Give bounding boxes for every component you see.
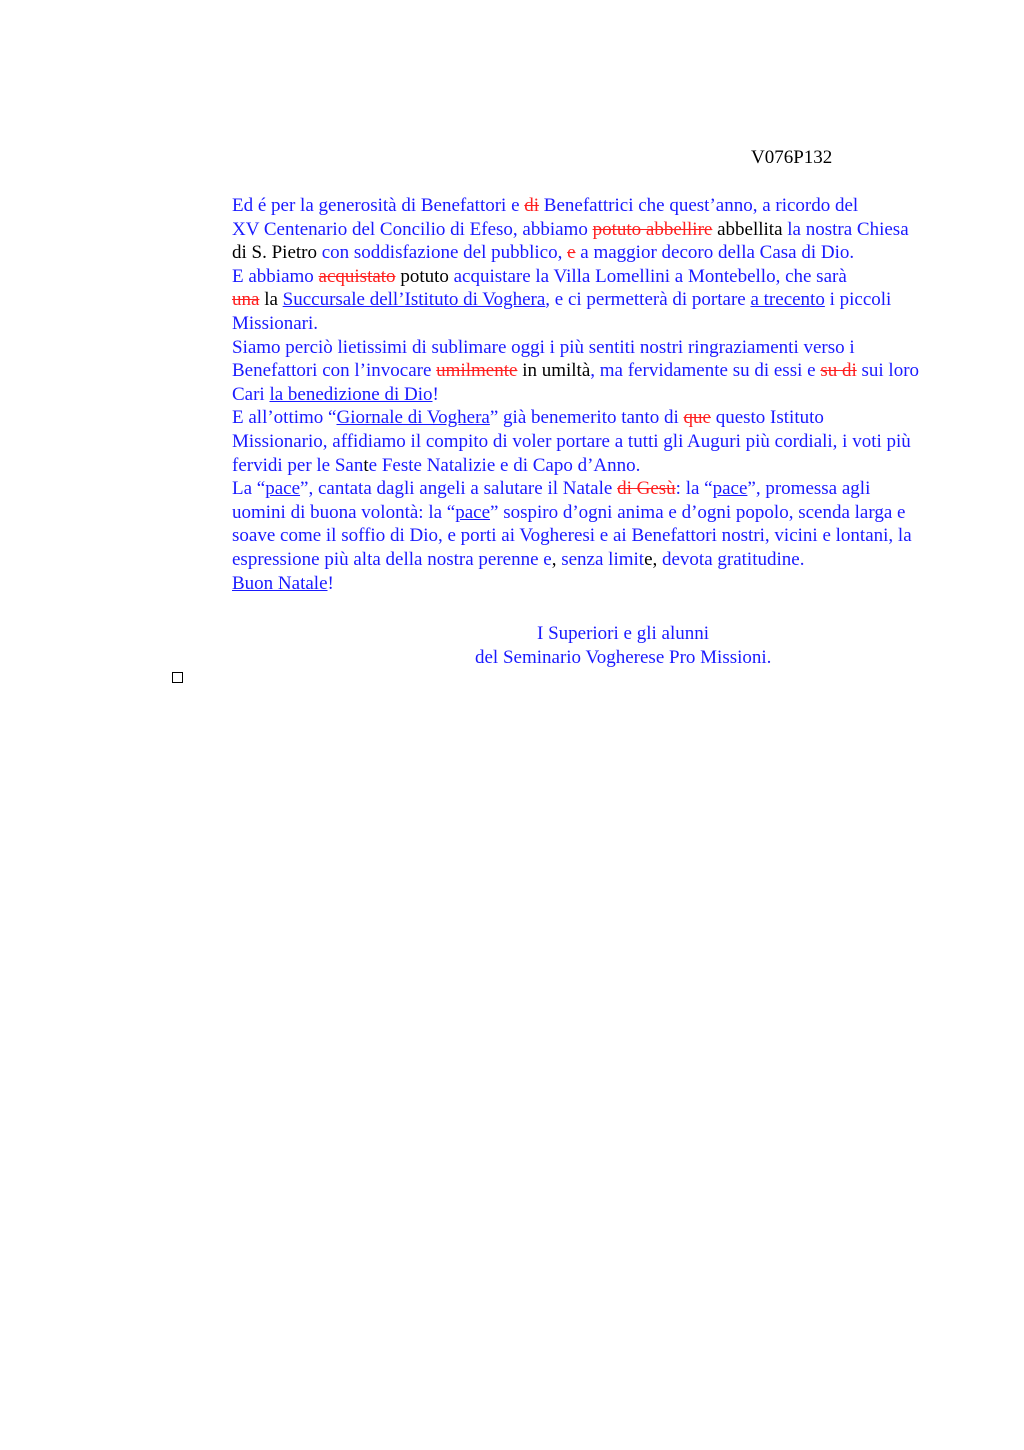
text-segment: Siamo perciò lietissimi di sublimare oggi i più sentiti nostri ringraziamenti verso i [232, 336, 855, 358]
text-segment: a maggior decoro della Casa di Dio. [575, 242, 855, 264]
deleted-text: una [232, 289, 260, 311]
text-segment: ”, cantata dagli angeli a salutare il Natale [300, 478, 618, 500]
page-id: V076P132 [751, 147, 833, 168]
inserted-text: in umiltà [517, 360, 591, 382]
text-segment: questo Istituto [710, 407, 824, 429]
signature-line-1: I Superiori e gli alunni [537, 623, 710, 644]
text-line [171, 383, 931, 407]
text-line [171, 265, 931, 289]
text-segment: fervidi per le San [232, 454, 364, 476]
text-segment: la nostra Chiesa [782, 218, 909, 240]
text-segment: ”, promessa agli [747, 478, 871, 500]
text-line [171, 430, 931, 454]
text-segment: Benefattori con l’invocare [232, 360, 437, 382]
deleted-text: su di [820, 360, 857, 382]
text-segment: uomini di buona volontà: la “ [232, 501, 456, 523]
text-segment: , ma fervidamente su di essi e [590, 360, 821, 382]
text-segment: sui loro [856, 360, 920, 382]
text-segment: ! [432, 383, 439, 405]
text-line [171, 241, 931, 265]
checkbox-square-icon [172, 672, 183, 683]
text-line [171, 524, 931, 548]
text-segment: devota gratitudine. [657, 548, 805, 570]
underlined-text: Buon Natale [232, 572, 328, 594]
inserted-text: e, [644, 548, 658, 570]
text-line [171, 477, 931, 501]
deleted-text: e [567, 242, 576, 264]
paragraph-newspaper [171, 406, 931, 477]
text-segment: E all’ottimo “ [232, 407, 337, 429]
paragraph-thanks [171, 336, 931, 407]
deleted-text: potuto abbellire [592, 218, 713, 240]
underlined-text: pace [712, 478, 748, 500]
underlined-text: a trecento [750, 289, 825, 311]
text-line [171, 501, 931, 525]
deleted-text: di Gesù [617, 478, 676, 500]
text-segment: espressione più alta della nostra perenne e [232, 548, 552, 570]
text-line [171, 312, 931, 336]
text-line [171, 288, 931, 312]
text-segment: i piccoli [824, 289, 892, 311]
text-line [171, 218, 931, 242]
inserted-text: potuto [395, 265, 449, 287]
text-segment: La “ [232, 478, 266, 500]
text-segment: Missionario, affidiamo il compito di voler portare a tutti gli Auguri più cordiali, i voti più [232, 430, 911, 452]
paragraph-peace [171, 477, 931, 571]
text-segment: soave come il soffio di Dio, e porti ai Vogheresi e ai Benefattori nostri, vicini e lontani, la [232, 525, 912, 547]
inserted-text: di S. Pietro [232, 242, 317, 264]
text-segment: senza limit [556, 548, 645, 570]
text-segment: ” già benemerito tanto di [489, 407, 684, 429]
text-segment: E abbiamo [232, 265, 319, 287]
text-segment: ” sospiro d’ogni anima e d’ogni popolo, scenda larga e [490, 501, 906, 523]
text-segment: : la “ [675, 478, 713, 500]
deleted-text: que [683, 407, 711, 429]
deleted-text: acquistato [318, 265, 396, 287]
text-line [171, 406, 931, 430]
text-segment: Missionari. [232, 312, 319, 334]
inserted-text: abbellita [712, 218, 783, 240]
text-line [171, 336, 931, 360]
text-line [171, 548, 931, 572]
inserted-text: , [551, 548, 557, 570]
text-segment: XV Centenario del Concilio di Efeso, abbiamo [232, 218, 593, 240]
text-line [171, 454, 931, 478]
underlined-text: la benedizione di Dio [269, 383, 433, 405]
deleted-text: di [524, 195, 540, 216]
text-segment: e Feste Natalizie e di Capo d’Anno. [368, 454, 641, 476]
signature-line-2: del Seminario Vogherese Pro Missioni. [475, 647, 772, 668]
text-segment: , e ci permetterà di portare [545, 289, 751, 311]
underlined-text: Giornale di Voghera [336, 407, 490, 429]
text-segment: Benefattrici che quest’anno, a ricordo del [539, 195, 859, 216]
paragraph-benefactors [171, 194, 931, 265]
paragraph-greeting [171, 572, 931, 596]
deleted-text: umilmente [436, 360, 518, 382]
text-line [171, 572, 931, 596]
underlined-text: pace [265, 478, 301, 500]
underlined-text: Succursale dell’Istituto di Voghera [282, 289, 546, 311]
text-segment: Cari [232, 383, 270, 405]
text-segment: con soddisfazione del pubblico, [316, 242, 568, 264]
letter-body [171, 194, 931, 595]
inserted-text: la [259, 289, 283, 311]
text-segment: Ed é per la generosità di Benefattori e [232, 195, 525, 216]
underlined-text: pace [455, 501, 491, 523]
paragraph-villa [171, 265, 931, 336]
text-segment: acquistare la Villa Lomellini a Montebello, che sarà [448, 265, 847, 287]
inserted-text: t [363, 454, 369, 476]
text-line [171, 359, 931, 383]
text-segment: ! [327, 572, 334, 594]
text-line [171, 194, 931, 218]
